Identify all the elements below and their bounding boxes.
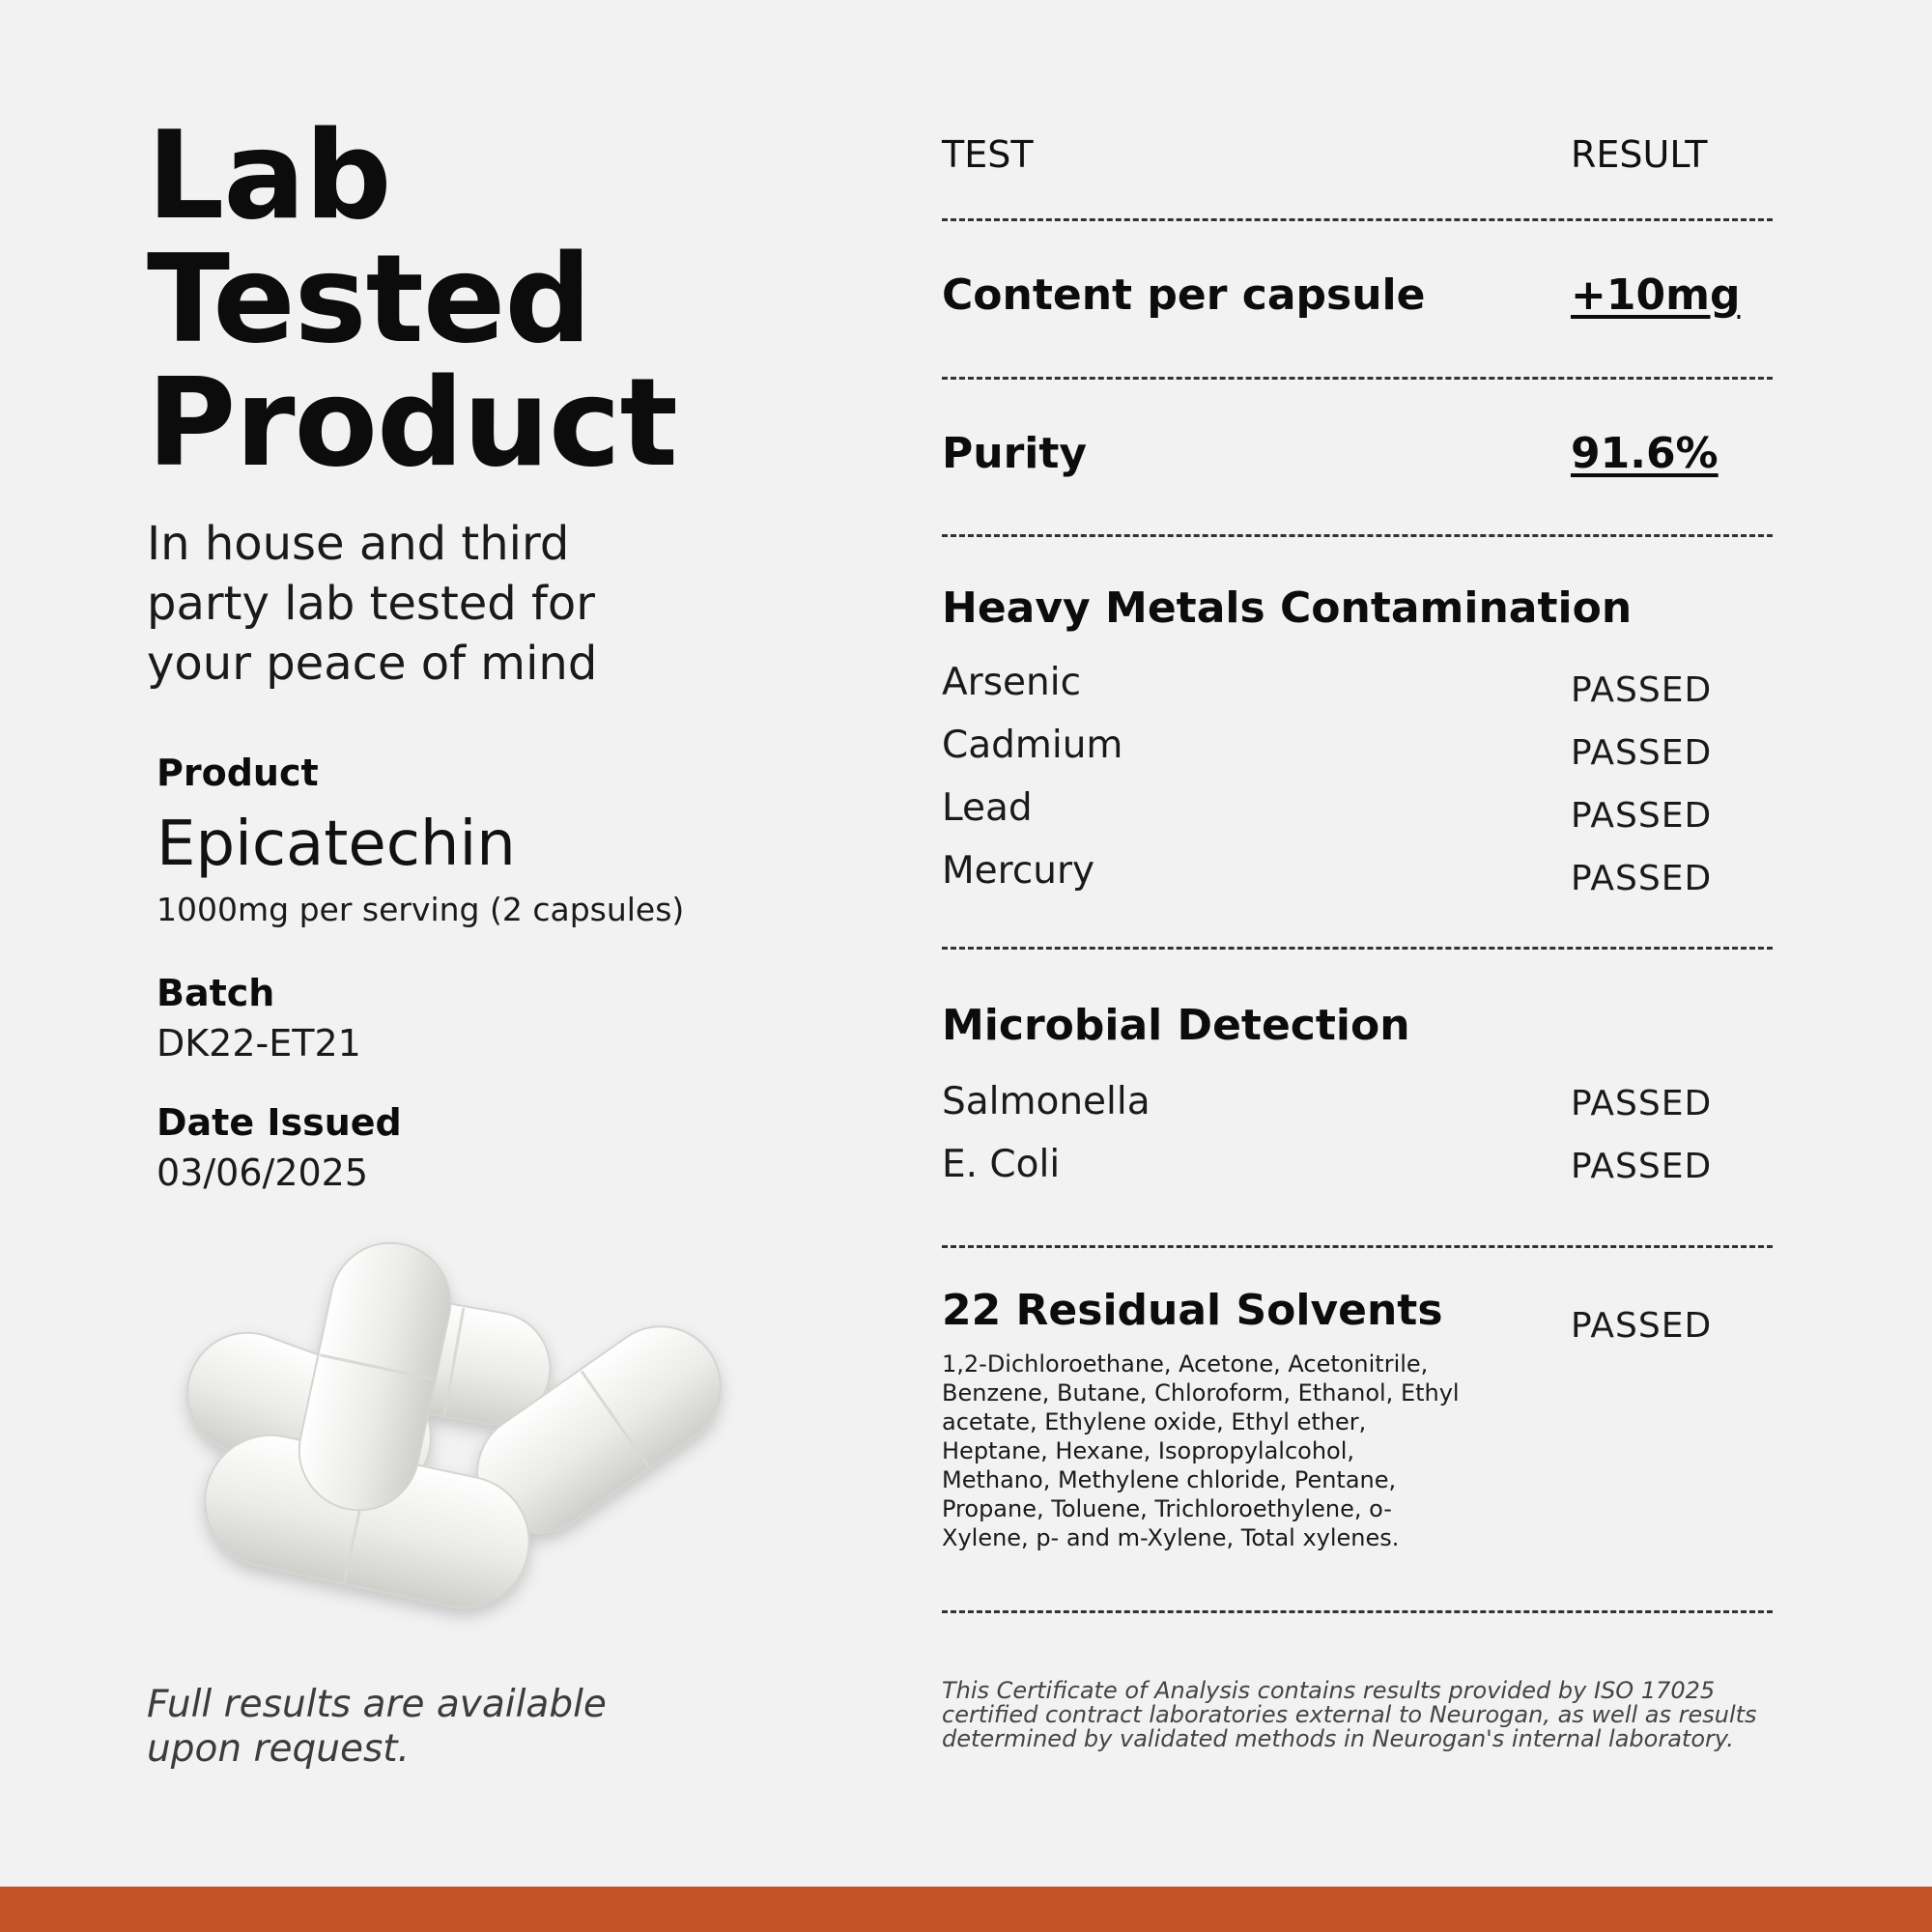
solvents-title: 22 Residual Solvents (942, 1286, 1443, 1335)
status-badge: PASSED (1571, 859, 1713, 898)
capsules-image (164, 1227, 763, 1633)
list-item: E. Coli (942, 1143, 1061, 1186)
list-item: Arsenic (942, 661, 1082, 704)
date-value: 03/06/2025 (156, 1151, 369, 1194)
accent-bar (0, 1887, 1932, 1932)
status-badge: PASSED (1571, 1306, 1713, 1346)
list-item: Salmonella (942, 1080, 1151, 1123)
intro-text: In house and third party lab tested for your peace of mind (147, 517, 598, 691)
divider (942, 534, 1773, 537)
status-badge: PASSED (1571, 796, 1713, 836)
purity-label: Purity (942, 429, 1088, 478)
product-name: Epicatechin (156, 809, 516, 880)
microbial-title: Microbial Detection (942, 1001, 1410, 1050)
content-result: +10mg (1571, 270, 1741, 320)
solvents-list: 1,2-Dichloroethane, Acetone, Acetonitrile, Benzene, Butane, Chloroform, Ethanol, Ethyl acetate, Ethylene oxide, Ethyl ether, Heptane, Hexane, Isopropylalcohol, Methano, Methylene chloride, Pentane, Propane, Toluene, Trichloroethylene, o-Xylene, p- and m-Xylene, Total xylenes. (942, 1350, 1460, 1551)
list-item: Lead (942, 786, 1033, 830)
purity-result: 91.6% (1571, 429, 1719, 478)
divider (942, 947, 1773, 950)
serving-info: 1000mg per serving (2 capsules) (156, 891, 685, 928)
divider (942, 377, 1773, 380)
results-note: Full results are available upon request. (147, 1683, 607, 1771)
status-badge: PASSED (1571, 1147, 1713, 1186)
result-column-header: RESULT (1571, 133, 1708, 176)
list-item: Mercury (942, 849, 1095, 893)
disclaimer: This Certificate of Analysis contains results provided by ISO 17025 certified contract laboratories external to Neurogan, as well as results determined by validated methods in Neurogan's internal laboratory. (942, 1677, 1757, 1752)
status-badge: PASSED (1571, 1084, 1713, 1123)
list-item: Cadmium (942, 724, 1123, 767)
batch-label: Batch (156, 972, 275, 1014)
content-label: Content per capsule (942, 270, 1426, 320)
title-line-1: Lab (147, 104, 391, 246)
title-line-3: Product (147, 352, 677, 494)
divider (942, 1245, 1773, 1248)
test-column-header: TEST (942, 133, 1034, 176)
status-badge: PASSED (1571, 733, 1713, 773)
title-line-2: Tested (147, 228, 591, 370)
heavy-metals-title: Heavy Metals Contamination (942, 583, 1633, 633)
page-title (147, 104, 677, 494)
date-label: Date Issued (156, 1101, 402, 1144)
status-badge: PASSED (1571, 670, 1713, 710)
product-label: Product (156, 752, 319, 794)
batch-value: DK22-ET21 (156, 1022, 361, 1065)
divider (942, 218, 1773, 221)
divider (942, 1610, 1773, 1613)
